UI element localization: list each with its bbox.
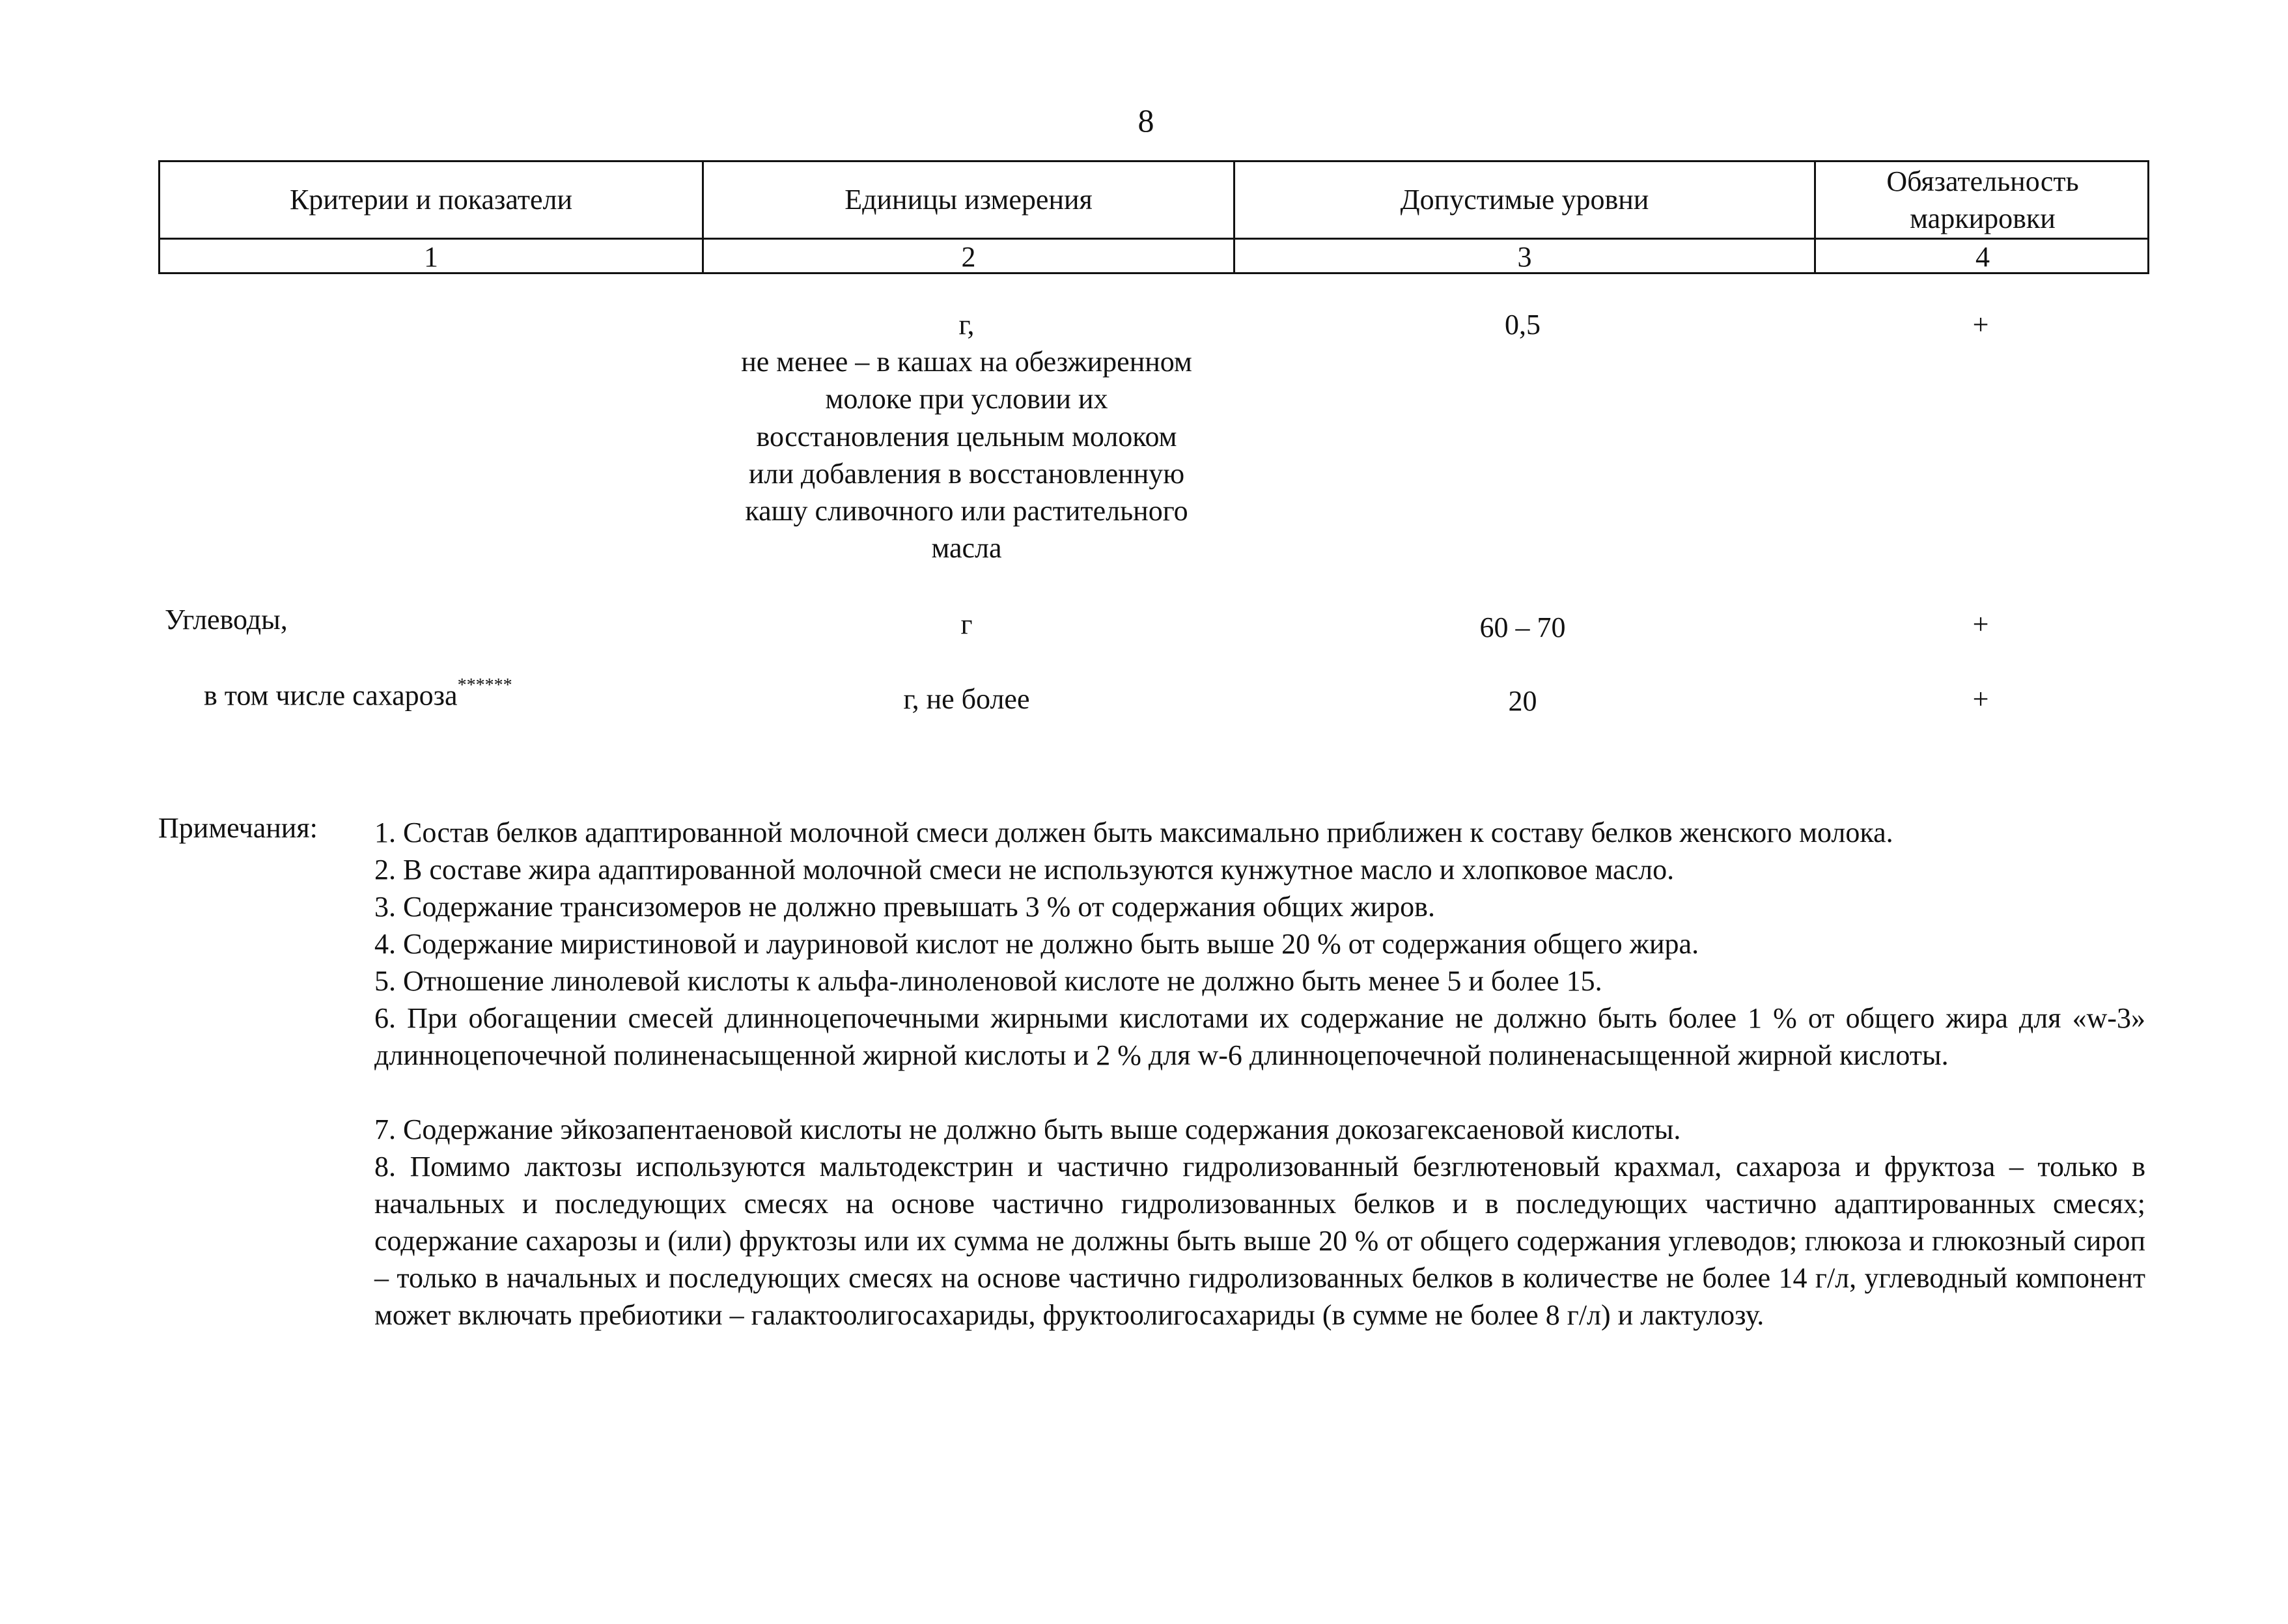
header-units: Единицы измерения bbox=[844, 184, 1093, 216]
table-row-fat-level: 0,5 bbox=[1505, 309, 1541, 341]
table-row-sucrose-unit: г, не более bbox=[903, 683, 1030, 715]
header-marking bbox=[1816, 162, 2149, 238]
column-number-1: 1 bbox=[424, 240, 438, 273]
column-number-4: 4 bbox=[1975, 240, 1990, 273]
header-criteria: Критерии и показатели bbox=[289, 184, 573, 216]
column-number-2: 2 bbox=[961, 240, 976, 273]
header-levels: Допустимые уровни bbox=[1400, 184, 1649, 216]
note-item: 3. Содержание трансизомеров не должно превышать 3 % от содержания общих жиров. bbox=[374, 891, 1435, 923]
page-number: 8 bbox=[1137, 102, 1154, 139]
table-row-carbs-criterion: Углеводы, bbox=[165, 604, 288, 636]
table-row-carbs-level: 60 – 70 bbox=[1479, 611, 1566, 643]
table-row-carbs-unit: г bbox=[960, 608, 973, 640]
column-number-3: 3 bbox=[1517, 240, 1532, 273]
unit-line: молоке при условии их bbox=[825, 383, 1108, 415]
note-item: 2. В составе жира адаптированной молочной смеси не используются кунжутное масло и хлопковое масло. bbox=[374, 854, 1675, 886]
unit-line: не менее – в кашах на обезжиренном bbox=[741, 346, 1192, 378]
unit-line: масла bbox=[931, 532, 1002, 565]
note-item: 1. Состав белков адаптированной молочной смеси должен быть максимально приближен к составу белков женского молока. bbox=[374, 817, 1893, 848]
table-row-fat-unit bbox=[702, 306, 1231, 567]
table-row-fat-marking: + bbox=[1972, 309, 1989, 341]
table-row-sucrose-criterion bbox=[204, 675, 512, 712]
note-item: 4. Содержание миристиновой и лауриновой кислот не должно быть выше 20 % от содержания общего жира. bbox=[374, 928, 1699, 960]
table-row-sucrose-marking: + bbox=[1972, 683, 1989, 715]
note-item: 5. Отношение линолевой кислоты к альфа-линоленовой кислоте не должно быть менее 5 и более 15. bbox=[374, 965, 1602, 997]
table-row-sucrose-level: 20 bbox=[1508, 685, 1537, 717]
unit-line: или добавления в восстановленную bbox=[748, 457, 1185, 490]
table-header bbox=[158, 160, 2149, 274]
header-marking-line2: маркировки bbox=[1910, 203, 2056, 234]
unit-line: восстановления цельным молоком bbox=[756, 420, 1177, 453]
header-marking-line1: Обязательность bbox=[1886, 165, 2079, 197]
unit-line: г, bbox=[958, 309, 975, 341]
note-item: 8. Помимо лактозы используются мальтодекстрин и частично гидролизованный безглютеновый крахмал, сахароза и фруктоза – только в начальных и последующих смесях на основе частично гидролизованных белков и в последующих частично адаптированных смесях; содержание сахарозы и (или) фруктозы или их сумма не должны быть выше 20 % от общего содержания углеводов; глюкоза и глюкозный сироп – только в начальных и последующих смесях на основе частично гидролизованных белков в количестве не более 14 г/л, углеводный компонент может включать пребиотики – галактоолигосахариды, фруктоолигосахариды (в сумме не более 8 г/л) и лактулозу. bbox=[374, 1151, 2145, 1331]
footnote-mark: ****** bbox=[457, 675, 512, 695]
sucrose-label: в том числе сахароза bbox=[204, 679, 458, 712]
note-item: 6. При обогащении смесей длинноцепочечными жирными кислотами их содержание не должно быть более 1 % от общего жира для «w-3» длинноцепочечной полиненасыщенной жирной кислоты и 2 % для w-6 длинноцепочечной полиненасыщенной жирной кислоты. bbox=[374, 1002, 2145, 1071]
notes-label: Примечания: bbox=[158, 812, 318, 844]
table-row-carbs-marking: + bbox=[1972, 608, 1989, 640]
note-item: 7. Содержание эйкозапентаеновой кислоты не должно быть выше содержания докозагексаеновой кислоты. bbox=[374, 1113, 1681, 1145]
unit-line: кашу сливочного или растительного bbox=[745, 494, 1188, 527]
